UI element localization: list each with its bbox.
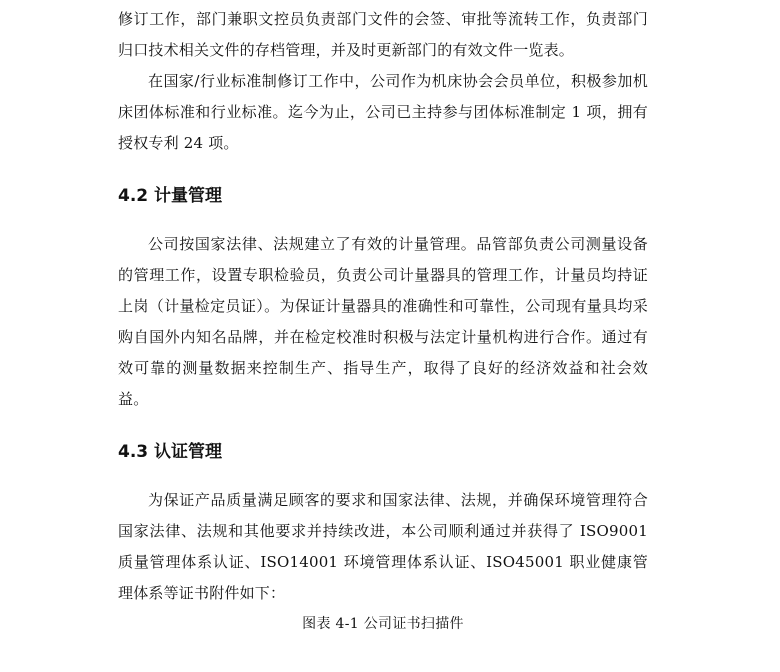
section-heading-metrology: 4.2 计量管理 (118, 186, 223, 206)
figure-caption: 图表 4-1 公司证书扫描件 (302, 616, 464, 632)
section-heading-certification: 4.3 认证管理 (118, 442, 223, 462)
paragraph-metrology: 公司按国家法律、法规建立了有效的计量管理。品管部负责公司测量设备的管理工作，设置专职检验员，负责公司计量器具的管理工作，计量员均持证上岗（计量检定员证）。为保证计量器具的准确性和可靠性，公司现有量具均采购自国外内知名品牌，并在检定校准时积极与法定计量机构进行合作。通过有效可靠的测量数据来控制生产、指导生产，取得了良好的经济效益和社会效益。 (118, 235, 648, 408)
paragraph-certification: 为保证产品质量满足顾客的要求和国家法律、法规，并确保环境管理符合国家法律、法规和其他要求并持续改进，本公司顺利通过并获得了 ISO9001 质量管理体系认证、ISO14001 环境管理体系认证、ISO45001 职业健康管理体系等证书附件如下： (118, 491, 648, 602)
paragraph-standards: 在国家/行业标准制修订工作中，公司作为机床协会会员单位，积极参加机床团体标准和行业标准。迄今为止，公司已主持参与团体标准制定 1 项，拥有授权专利 24 项。 (118, 72, 648, 152)
document-page (118, 0, 648, 637)
paragraph-document-control: 修订工作，部门兼职文控员负责部门文件的会签、审批等流转工作，负责部门归口技术相关文件的存档管理，并及时更新部门的有效文件一览表。 (118, 10, 648, 59)
